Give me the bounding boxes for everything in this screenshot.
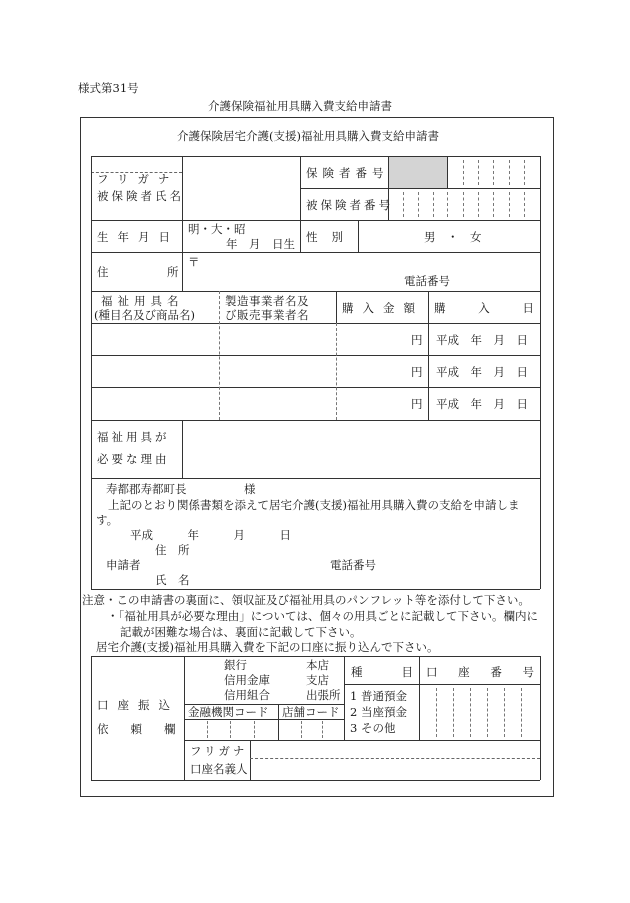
application-date[interactable]: 平成 年 月 日	[130, 528, 291, 542]
sex-label: 性別	[306, 230, 357, 244]
purchase-date: 平成 年 月 日	[436, 397, 528, 411]
reason-field[interactable]	[183, 421, 539, 477]
furigana-label: フリガナ	[97, 172, 179, 186]
insured-number-label: 被保険者番号	[306, 198, 393, 212]
reason-label-line2: 必要な理由	[97, 452, 170, 466]
purchase-date: 平成 年 月 日	[436, 365, 528, 379]
item-row[interactable]	[92, 356, 539, 387]
item-row[interactable]	[92, 324, 539, 355]
applicant-label: 申請者	[106, 558, 141, 572]
sex-options[interactable]: 男 ・ 女	[424, 230, 482, 244]
insured-furigana-field[interactable]	[183, 157, 299, 172]
item-name-subheader: (種目名及び商品名)	[94, 308, 195, 322]
branch-type-option[interactable]: 本店	[306, 658, 329, 672]
bank-request-label-text: 依頼欄	[97, 722, 198, 736]
holder-furigana-field[interactable]	[251, 741, 539, 757]
bank-transfer-label: 口座振込	[97, 698, 179, 712]
item-name-header: 福祉用具名	[101, 294, 184, 308]
branch-type-option[interactable]: 支店	[306, 673, 329, 687]
holder-furigana-label: フリガナ	[190, 744, 248, 758]
note-line-2: ・「福祉用具が必要な理由」については、個々の用具ごとに記載して下さい。欄内に	[107, 609, 539, 623]
declaration-text-2: す。	[96, 513, 119, 527]
bank-request-label	[97, 722, 198, 736]
account-holder-field[interactable]	[251, 759, 539, 779]
addressee: 寿都郡寿都町長 様	[106, 482, 256, 496]
birth-era-options[interactable]: 明・大・昭	[188, 222, 246, 236]
account-type-option[interactable]: 2 当座預金	[350, 705, 407, 719]
insured-name-field[interactable]	[183, 173, 299, 219]
account-type-option[interactable]: 1 普通預金	[350, 689, 407, 703]
maker-header-line1: 製造事業者名及	[225, 294, 309, 308]
applicant-address-label: 住 所	[155, 543, 190, 557]
item-row[interactable]	[92, 388, 539, 419]
applicant-phone-label: 電話番号	[330, 558, 376, 572]
page-title: 介護保険福祉用具購入費支給申請書	[208, 99, 392, 113]
bank-type-option[interactable]: 信用組合	[224, 688, 270, 702]
birthdate-ymd[interactable]: 年 月 日生	[226, 237, 295, 251]
institution-code-label: 金融機関コード	[188, 705, 269, 719]
price-header: 購入金額	[342, 301, 424, 315]
form-number: 様式第31号	[78, 81, 139, 95]
account-type-header: 種 目	[351, 665, 413, 679]
price-yen: 円	[411, 365, 423, 379]
insurer-number-field[interactable]	[448, 157, 539, 187]
note-line-1: 注意・この申請書の裏面に、領収証及び福祉用具のパンフレット等を添付して下さい。	[82, 593, 530, 607]
price-yen: 円	[411, 397, 423, 411]
account-holder-label: 口座名義人	[190, 762, 248, 776]
insured-name-label: 被保険者氏名	[97, 189, 184, 203]
maker-header-line2: び販売事業者名	[225, 308, 309, 322]
price-yen: 円	[411, 333, 423, 347]
address-field[interactable]	[200, 254, 538, 272]
branch-type-option[interactable]: 出張所	[306, 688, 341, 702]
note-line-4: 居宅介護(支援)福祉用具購入費を下記の口座に振り込んで下さい。	[96, 640, 439, 654]
branch-code-label: 店舗コード	[282, 705, 340, 719]
insurer-number-prefilled-cell	[389, 157, 447, 188]
account-type-option[interactable]: 3 その他	[350, 721, 396, 735]
insurer-number-label: 保険者番号	[306, 166, 389, 180]
purchase-date-header: 購 入 日	[434, 301, 534, 315]
form-inner-title: 介護保険居宅介護(支援)福祉用具購入費支給申請書	[177, 129, 439, 143]
purchase-date: 平成 年 月 日	[436, 333, 528, 347]
account-number-header: 口 座 番 号	[426, 665, 534, 679]
address-phone-label: 電話番号	[404, 274, 450, 288]
birthdate-label: 生年月日	[97, 230, 179, 244]
address-label-last: 所	[167, 265, 179, 279]
insured-number-field[interactable]	[389, 189, 539, 219]
declaration-text-1: 上記のとおり関係書類を添えて居宅介護(支援)福祉用具購入費の支給を申請しま	[108, 498, 520, 512]
bank-type-option[interactable]: 銀行	[224, 658, 247, 672]
address-label-first: 住	[97, 265, 109, 279]
note-line-3: 記載が困難な場合は、裏面に記載して下さい。	[120, 625, 362, 639]
applicant-name-label: 氏 名	[155, 573, 190, 587]
reason-label-line1: 福祉用具が	[97, 430, 170, 444]
bank-type-option[interactable]: 信用金庫	[224, 673, 270, 687]
postal-mark: 〒	[188, 255, 200, 269]
